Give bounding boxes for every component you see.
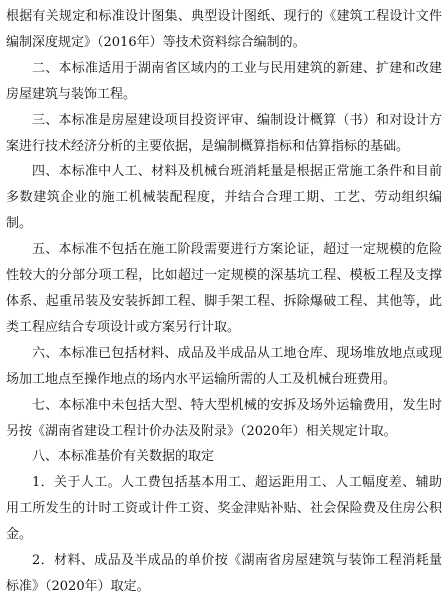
paragraph-subitem-2-materials: 2．材料、成品及半成品的单价按《湖南省房屋建筑与装饰工程消耗量标准》（2020年）取定。: [6, 553, 442, 594]
document-page: [6, 4, 442, 600]
paragraph-item-3-basis: 三、本标准是房屋建设项目投资评审、编制设计概算（书）和对设计方案进行技术经济分析的主要依据，是编制概算指标和估算指标的基础。: [6, 112, 442, 154]
paragraph-item-4-consumption: 四、本标准中人工、材料及机械台班消耗量是根据正常施工条件和目前多数建筑企业的施工机械装配程度，并结合合理工期、工艺、劳动组织编制。: [6, 164, 442, 232]
paragraph-item-8-heading: 八、本标准基价有关数据的取定: [32, 449, 215, 465]
paragraph-item-2-scope: 二、本标准适用于湖南省区域内的工业与民用建筑的新建、扩建和改建房屋建筑与装饰工程。: [6, 60, 442, 102]
paragraph-item-7-machinery: 七、本标准中未包括大型、特大型机械的安拆及场外运输费用，发生时另按《湖南省建设工程计价办法及附录》（2020年）相关规定计取。: [6, 397, 442, 439]
paragraph-subitem-1-labor: 1．关于人工。人工费包括基本用工、超运距用工、人工幅度差、辅助用工所发生的计时工资或计件工资、奖金津贴补贴、社会保险费及住房公积金。: [6, 475, 442, 543]
paragraph-intro-continuation: 根据有关规定和标准设计图集、典型设计图纸、现行的《建筑工程设计文件编制深度规定》（2016年）等技术资料综合编制的。: [6, 9, 442, 50]
paragraph-item-5-exclusions: 五、本标准不包括在施工阶段需要进行方案论证，超过一定规模的危险性较大的分部分项工程，比如超过一定规模的深基坑工程、模板工程及支撑体系、起重吊装及安装拆卸工程、脚手架工程、拆除爆破工程、其他等，此类工程应结合专项设计或方案另行计取。: [6, 242, 442, 335]
paragraph-item-6-transport: 六、本标准已包括材料、成品及半成品从工地仓库、现场堆放地点或现场加工地点至操作地点的场内水平运输所需的人工及机械台班费用。: [6, 345, 442, 387]
